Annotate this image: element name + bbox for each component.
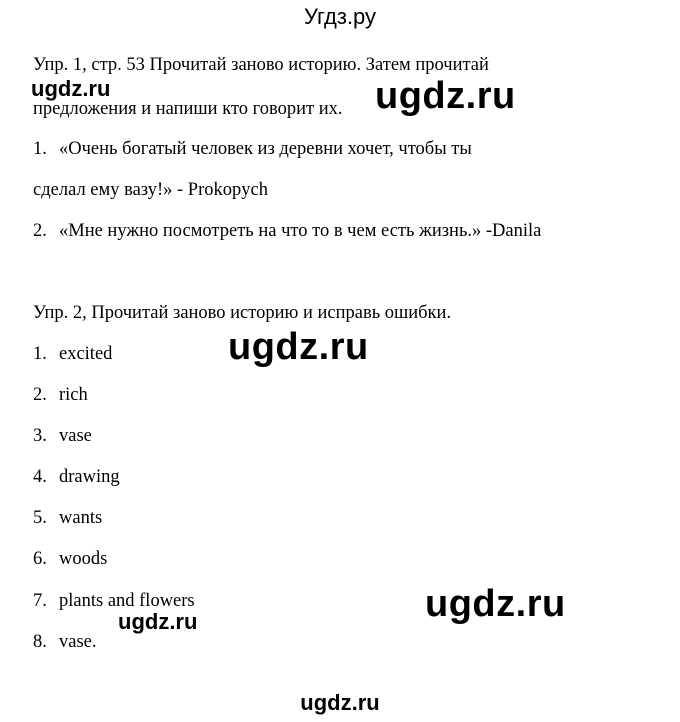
item-text: vase. <box>59 632 97 652</box>
exercise2-heading: Упр. 2, Прочитай заново историю и исправь ошибки. <box>33 303 452 323</box>
watermark: ugdz.ru <box>425 583 566 625</box>
item-number: 7. <box>33 591 47 611</box>
exercise2-item-5 <box>33 507 102 529</box>
exercise2-item-1 <box>33 343 112 365</box>
item-text: plants and flowers <box>59 591 195 611</box>
exercise1-heading-line1: Упр. 1, стр. 53 Прочитай заново историю. Затем прочитай <box>33 55 489 75</box>
exercise1-item-2 <box>33 220 541 242</box>
exercise2-item-3 <box>33 425 92 447</box>
item-text: vase <box>59 426 92 446</box>
item-number: 3. <box>33 426 47 446</box>
item-number: 8. <box>33 632 47 652</box>
item-number: 2. <box>33 385 47 405</box>
item-number: 4. <box>33 467 47 487</box>
exercise2-item-6 <box>33 548 107 570</box>
item-text: excited <box>59 344 113 364</box>
item-number: 5. <box>33 508 47 528</box>
item-number: 1. <box>33 139 47 159</box>
item-text: «Мне нужно посмотреть на что то в чем есть жизнь.» -Danila <box>59 221 542 241</box>
exercise2-item-4 <box>33 466 120 488</box>
watermark: ugdz.ru <box>31 76 111 101</box>
watermark: ugdz.ru <box>228 326 369 368</box>
exercise1-heading-line2: предложения и напиши кто говорит их. <box>33 99 343 119</box>
exercise2-item-8 <box>33 631 97 653</box>
item-number: 6. <box>33 549 47 569</box>
watermark: ugdz.ru <box>118 609 198 634</box>
exercise1-item-1-line1 <box>33 138 472 160</box>
item-number: 2. <box>33 221 47 241</box>
item-text: woods <box>59 549 108 569</box>
item-text: «Очень богатый человек из деревни хочет, чтобы ты <box>59 139 472 159</box>
exercise1-item-1-line2: сделал ему вазу!» - Prokopych <box>33 180 268 200</box>
item-text: wants <box>59 508 103 528</box>
watermark: ugdz.ru <box>300 690 380 715</box>
watermark: ugdz.ru <box>375 75 516 117</box>
item-text: drawing <box>59 467 120 487</box>
page-header: Угдз.ру <box>303 4 377 29</box>
item-text: rich <box>59 385 88 405</box>
exercise2-item-2 <box>33 384 88 406</box>
item-number: 1. <box>33 344 47 364</box>
